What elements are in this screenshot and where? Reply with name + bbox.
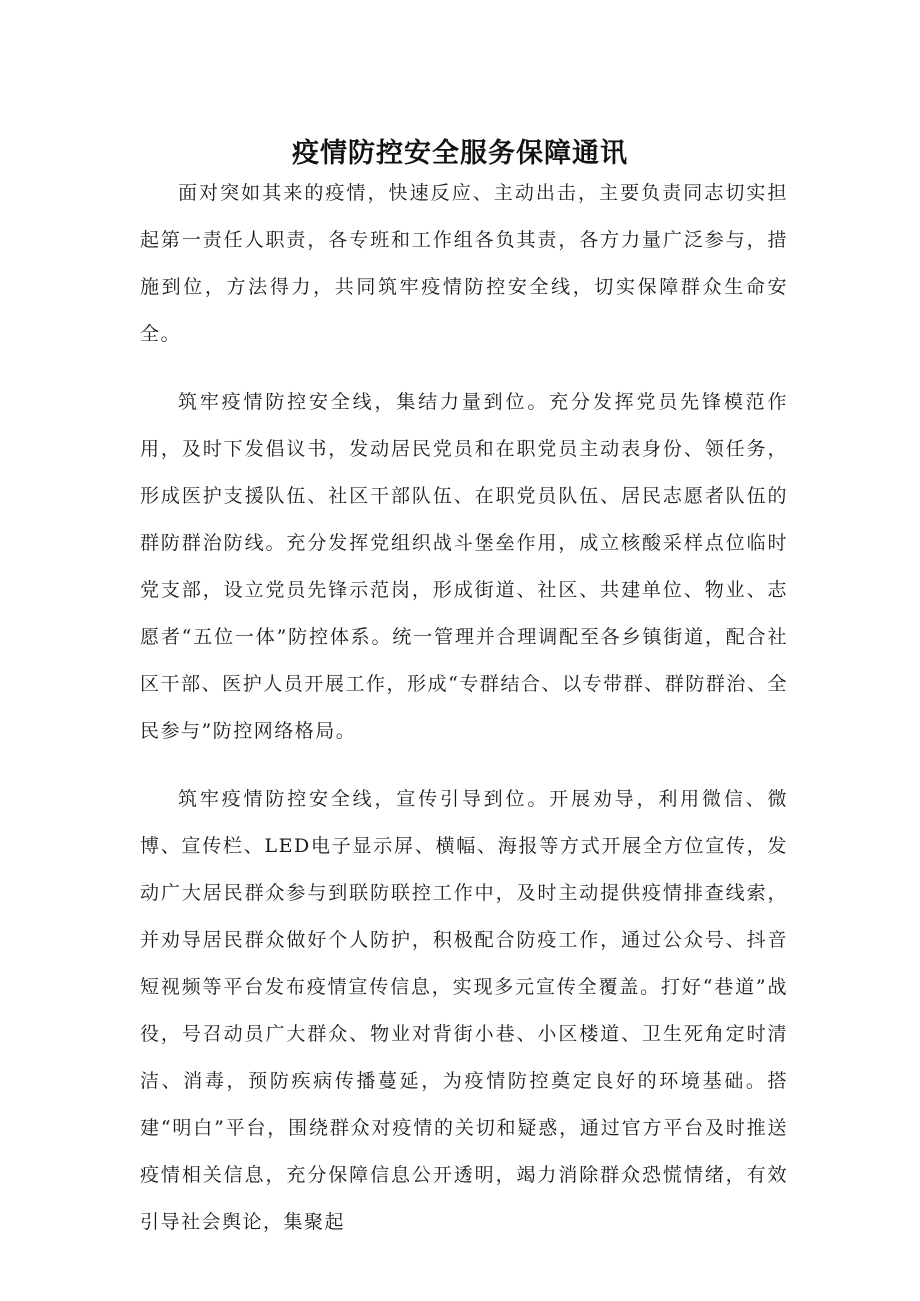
document-body: [140, 170, 788, 1267]
paragraph-publicity: 筑牢疫情防控安全线，宣传引导到位。开展劝导，利用微信、微博、宣传栏、LED电子显示屏、横幅、海报等方式开展全方位宣传，发动广大居民群众参与到联防联控工作中，及时主动提供疫情排查线索，并劝导居民群众做好个人防护，积极配合防疫工作，通过公众号、抖音短视频等平台发布疫情宣传信息，实现多元宣传全覆盖。打好“巷道”战役，号召动员广大群众、物业对背街小巷、小区楼道、卫生死角定时清洁、消毒，预防疾病传播蔓延，为疫情防控奠定良好的环境基础。搭建“明白”平台，围绕群众对疫情的关切和疑惑，通过官方平台及时推送疫情相关信息，充分保障信息公开透明，竭力消除群众恐慌情绪，有效引导社会舆论，集聚起: [140, 788, 788, 1233]
paragraph-forces: 筑牢疫情防控安全线，集结力量到位。充分发挥党员先锋模范作用，及时下发倡议书，发动居民党员和在职党员主动表身份、领任务，形成医护支援队伍、社区干部队伍、在职党员队伍、居民志愿者队伍的群防群治防线。充分发挥党组织战斗堡垒作用，成立核酸采样点位临时党支部，设立党员先锋示范岗，形成街道、社区、共建单位、物业、志愿者“五位一体”防控体系。统一管理并合理调配至各乡镇街道，配合社区干部、医护人员开展工作，形成“专群结合、以专带群、群防群治、全民参与”防控网络格局。: [140, 391, 788, 742]
paragraph-intro: 面对突如其来的疫情，快速反应、主动出击，主要负责同志切实担起第一责任人职责，各专班和工作组各负其责，各方力量广泛参与，措施到位，方法得力，共同筑牢疫情防控安全线，切实保障群众生命安全。: [140, 182, 788, 345]
document-title: 疫情防控安全服务保障通讯: [292, 138, 628, 170]
